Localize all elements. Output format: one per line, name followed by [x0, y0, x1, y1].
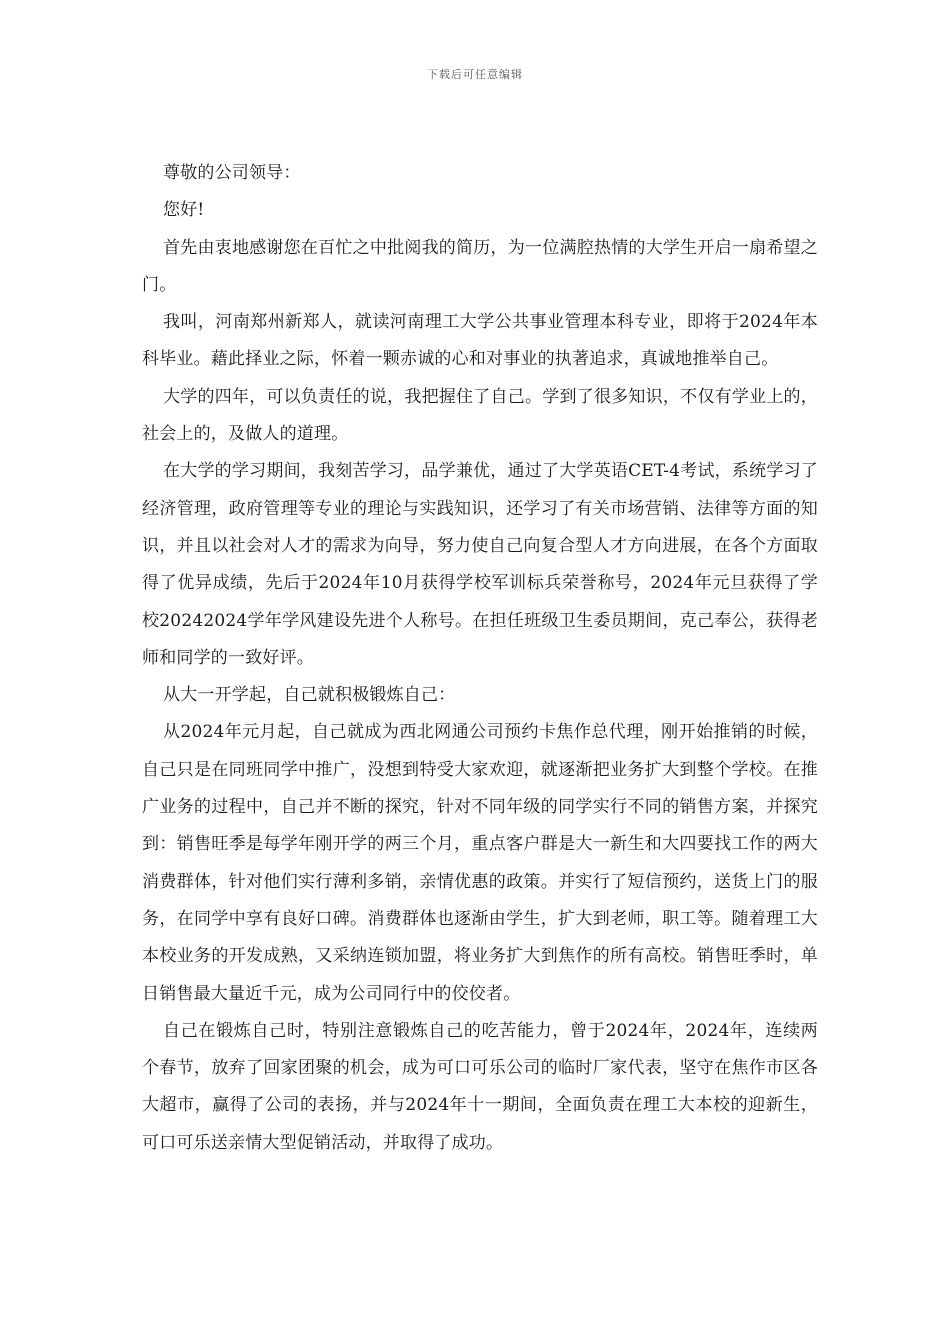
- page-header-note: 下载后可任意编辑: [427, 68, 523, 81]
- greeting: 您好!: [163, 200, 205, 221]
- salutation: 尊敬的公司领导：: [163, 163, 301, 183]
- paragraph-sales-experience: 从2024年元月起，自己就成为西北网通公司预约卡焦作总代理，刚开始推销的时候，自己只是在同班同学中推广，没想到特受大家欢迎，就逐渐把业务扩大到整个学校。在推广业务的过程中，自己并不断的探究，针对不同年级的同学实行不同的销售方案，并探究到：销售旺季是每学年刚开学的两三个月，重点客户群是大一新生和大四要找工作的两大消费群体，针对他们实行薄利多销，亲情优惠的政策。并实行了短信预约，送货上门的服务，在同学中享有良好口碑。消费群体也逐渐由学生，扩大到老师，职工等。随着理工大本校业务的开发成熟，又采纳连锁加盟，将业务扩大到焦作的所有高校。销售旺季时，单日销售最大量近千元，成为公司同行中的佼佼者。: [142, 722, 818, 1004]
- paragraph-self-training-intro: 从大一开学起，自己就积极锻炼自己：: [163, 685, 456, 706]
- paragraph-gratitude: 首先由衷地感谢您在百忙之中批阅我的简历，为一位满腔热情的大学生开启一扇希望之门。: [142, 237, 818, 295]
- paragraph-hardship-experience: 自己在锻炼自己时，特别注意锻炼自己的吃苦能力，曾于2024年，2024年，连续两个春节，放弃了回家团聚的机会，成为可口可乐公司的临时厂家代表，坚守在焦作市区各大超市，赢得了公司的表扬，并与2024年十一期间，全面负责在理工大本校的迎新生，可口可乐送亲情大型促销活动，并取得了成功。: [142, 1020, 818, 1153]
- paragraph-introduction: 我叫，河南郑州新郑人，就读河南理工大学公共事业管理本科专业，即将于2024年本科毕业。藉此择业之际，怀着一颗赤诚的心和对事业的执著追求，真诚地推举自己。: [142, 312, 818, 370]
- paragraph-study-achievements: 在大学的学习期间，我刻苦学习，品学兼优，通过了大学英语CET-4考试，系统学习了经济管理，政府管理等专业的理论与实践知识，还学习了有关市场营销、法律等方面的知识，并且以社会对人才的需求为向导，努力使自己向复合型人才方向进展，在各个方面取得了优异成绩，先后于2024年10月获得学校军训标兵荣誉称号，2024年元旦获得了学校20242024学年学风建设先进个人称号。在担任班级卫生委员期间，克己奉公，获得老师和同学的一致好评。: [142, 461, 818, 668]
- paragraph-university-years: 大学的四年，可以负责任的说，我把握住了自己。学到了很多知识，不仅有学业上的，社会上的，及做人的道理。: [142, 386, 818, 445]
- letter-body: [142, 155, 818, 1162]
